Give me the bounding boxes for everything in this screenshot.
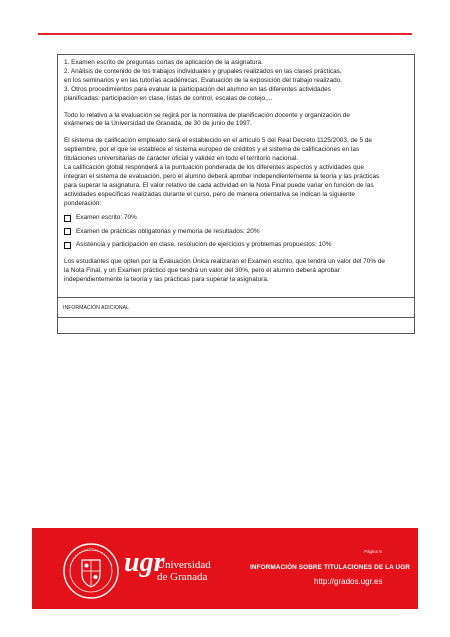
checkbox-icon <box>64 215 71 222</box>
paragraph-line: independientemente la teoría y las prácticas para superar la asignatura. <box>64 276 269 284</box>
list-item: planificadas: participación en clase, listas de control, escalas de cotejo,... <box>64 94 273 102</box>
checkbox-item <box>64 214 408 223</box>
footer-banner <box>32 528 418 609</box>
ugr-logo: ugr <box>124 547 165 578</box>
university-seal-icon <box>62 542 120 600</box>
page-number: Página 5 <box>364 549 382 554</box>
university-name-line: Universidad <box>157 559 211 571</box>
paragraph-line: Todo lo relativo a la evaluación se regirá por la normativa de planificación docente y organización de <box>64 111 350 119</box>
paragraph-line: ponderación: <box>64 199 102 207</box>
paragraph-line: exámenes de la Universidad de Granada, de 30 de junio de 1997. <box>64 120 252 128</box>
checkbox-label: Asistencia y participación en clase, resolución de ejercicios y problemas propuestos: 10% <box>76 241 332 249</box>
list-item: 3. Otros procedimientos para evaluar la participación del alumno en las diferentes actividades <box>64 85 331 93</box>
list-item: 2. Análisis de contenido de los trabajos individuales y grupales realizados en las clases prácticas, <box>64 67 342 75</box>
checkbox-label: Examen escrito: 70% <box>76 213 137 221</box>
checkbox-label: Examen de prácticas obligatorias y memoria de resultados: 20% <box>76 227 260 235</box>
paragraph-line: La calificación global responderá a la puntuación ponderada de los diferentes aspectos y actividades que <box>64 164 364 172</box>
checkbox-icon <box>64 242 71 249</box>
list-item: 1. Examen escrito de preguntas cortas de aplicación de la asignatura. <box>64 59 263 66</box>
additional-info-section <box>57 297 415 334</box>
checkbox-icon <box>64 228 71 235</box>
additional-info-label: INFORMACIÓN ADICIONAL <box>63 305 130 311</box>
evaluation-section <box>57 54 415 334</box>
paragraph-line: Los estudiantes que opten por la Evaluación Única realizarán el Examen escrito, que tendrá un valor del 70% de <box>64 258 386 266</box>
divider <box>57 317 415 318</box>
checkbox-item <box>64 228 408 237</box>
paragraph-line: titulaciones universitarias de carácter oficial y validez en todo el territorio nacional. <box>64 155 299 163</box>
paragraph-line: actividades específicas realizadas durante el curso, pero de manera orientativa se indican la siguiente <box>64 190 355 198</box>
paragraph-line: la Nota Final, y un Examen práctico que tendrá un valor del 30%, pero el alumno deberá aprobar <box>64 267 340 275</box>
footer-heading: INFORMACIÓN SOBRE TITULACIONES DE LA UGR <box>250 564 410 571</box>
paragraph-line: integran el sistema de evaluación, pero el alumno deberá aprobar independientemente la teoría y las prácticas <box>64 172 380 180</box>
list-item: en los seminarios y en las tutorías académicas. Evaluación de la exposición del trabajo realizado. <box>64 76 343 84</box>
checkbox-item <box>64 241 408 250</box>
footer-url-link[interactable]: http://grados.ugr.es <box>314 577 383 586</box>
paragraph-line: El sistema de calificación empleado será el establecido en el artículo 5 del Real Decreto 1125/2003, de 5 de <box>64 137 372 145</box>
university-name <box>157 559 211 583</box>
paragraph-line: para superar la asignatura. El valor relativo de cada actividad en la Nota Final puede variar en función de las <box>64 181 374 189</box>
paragraph-line: septiembre, por el que se establece el sistema europeo de créditos y el sistema de calificaciones en las <box>64 146 360 154</box>
university-name-line: de Granada <box>157 571 208 583</box>
header-rule <box>38 33 412 35</box>
